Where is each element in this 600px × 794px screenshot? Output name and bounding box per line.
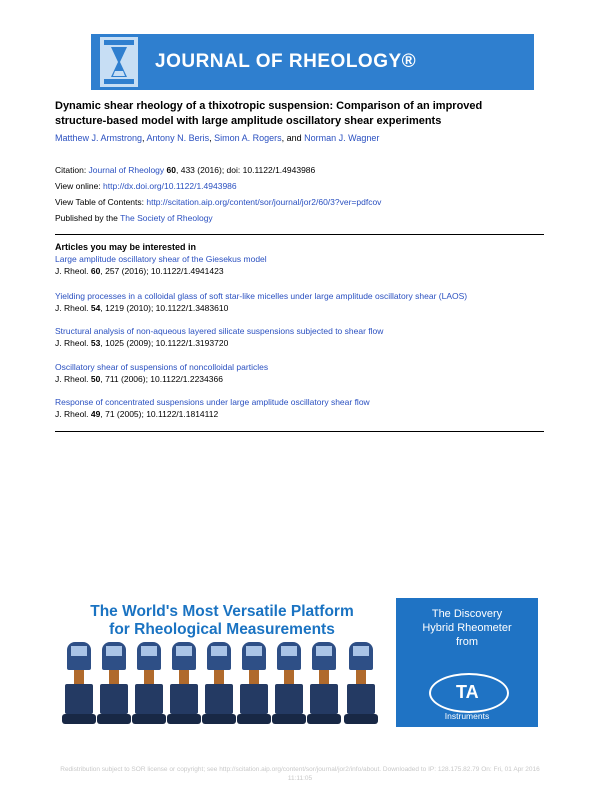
- related-article: Structural analysis of non-aqueous layered silicate suspensions subjected to shear flow J. Rheol. 53, 1025 (2009); 10.1122/1.3193720: [55, 326, 384, 348]
- paper-title: Dynamic shear rheology of a thixotropic suspension: Comparison of an improved structure-based model with large amplitude oscillatory shear experiments: [55, 100, 483, 127]
- view-online-line: View online: http://dx.doi.org/10.1122/1.4943986: [55, 181, 237, 191]
- advertisement-banner[interactable]: [62, 598, 538, 738]
- related-article-link[interactable]: Response of concentrated suspensions under large amplitude oscillatory shear flow: [55, 397, 370, 407]
- divider: [55, 431, 544, 432]
- related-article-link[interactable]: Structural analysis of non-aqueous layered silicate suspensions subjected to shear flow: [55, 326, 384, 336]
- download-footer: Redistribution subject to SOR license or copyright; see http://scitation.aip.org/content/sor/journal/jor2/info/about. Downloaded to IP: 128.175.82.79 On: Fri, 01 Apr 2016 11:11:05: [60, 766, 540, 782]
- ad-headline: The World's Most Versatile Platform for Rheological Measurements: [90, 603, 354, 638]
- rheometer-image: [346, 642, 376, 724]
- related-article: Large amplitude oscillatory shear of the Giesekus model J. Rheol. 60, 257 (2016); 10.1122/1.4941423: [55, 254, 267, 276]
- citation-line: Citation: Journal of Rheology 60, 433 (2016); doi: 10.1122/1.4943986: [55, 165, 316, 175]
- publisher-link[interactable]: The Society of Rheology: [120, 213, 213, 223]
- related-article: Oscillatory shear of suspensions of noncolloidal particles J. Rheol. 50, 711 (2006); 10.1122/1.2234366: [55, 362, 269, 384]
- rheometer-image: [134, 642, 164, 724]
- journal-link[interactable]: Journal of Rheology: [88, 165, 165, 175]
- divider: [55, 234, 544, 235]
- related-article-link[interactable]: Yielding processes in a colloidal glass of soft star-like micelles under large amplitude oscillatory shear (LAOS): [55, 291, 468, 301]
- journal-name: JOURNAL OF RHEOLOGY®: [155, 51, 417, 72]
- hourglass-logo-icon: [100, 37, 138, 87]
- toc-link[interactable]: http://scitation.aip.org/content/sor/journal/jor2/60/3?ver=pdfcov: [146, 197, 382, 207]
- rheometer-image: [64, 642, 94, 724]
- related-article-link[interactable]: Large amplitude oscillatory shear of the Giesekus model: [55, 254, 267, 264]
- journal-banner: [91, 34, 534, 90]
- author-link[interactable]: Simon A. Rogers: [214, 133, 282, 143]
- related-article-link[interactable]: Oscillatory shear of suspensions of noncolloidal particles: [55, 362, 269, 372]
- toc-line: View Table of Contents: http://scitation.aip.org/content/sor/journal/jor2/60/3?ver=pdfcov: [55, 197, 382, 207]
- ad-brand-box: The Discovery Hybrid Rheometer from TA Instruments: [396, 598, 538, 727]
- related-article: Yielding processes in a colloidal glass of soft star-like micelles under large amplitude oscillatory shear (LAOS) J. Rheol. 54, 1219 (2010); 10.1122/1.3483610: [55, 291, 468, 313]
- rheometer-image: [99, 642, 129, 724]
- doi-link[interactable]: http://dx.doi.org/10.1122/1.4943986: [103, 181, 237, 191]
- rheometer-image: [239, 642, 269, 724]
- publisher-line: Published by the The Society of Rheology: [55, 213, 213, 223]
- rheometer-image: [169, 642, 199, 724]
- author-list: Matthew J. Armstrong, Antony N. Beris, Simon A. Rogers, and Norman J. Wagner: [55, 133, 380, 143]
- author-link[interactable]: Matthew J. Armstrong: [55, 133, 143, 143]
- author-link[interactable]: Norman J. Wagner: [304, 133, 380, 143]
- rheometer-image: [274, 642, 304, 724]
- related-articles-heading: Articles you may be interested in: [55, 242, 197, 252]
- rheometer-image: [204, 642, 234, 724]
- related-article: Response of concentrated suspensions under large amplitude oscillatory shear flow J. Rheol. 49, 71 (2005); 10.1122/1.1814112: [55, 397, 370, 419]
- author-link[interactable]: Antony N. Beris: [146, 133, 210, 143]
- rheometer-image: [309, 642, 339, 724]
